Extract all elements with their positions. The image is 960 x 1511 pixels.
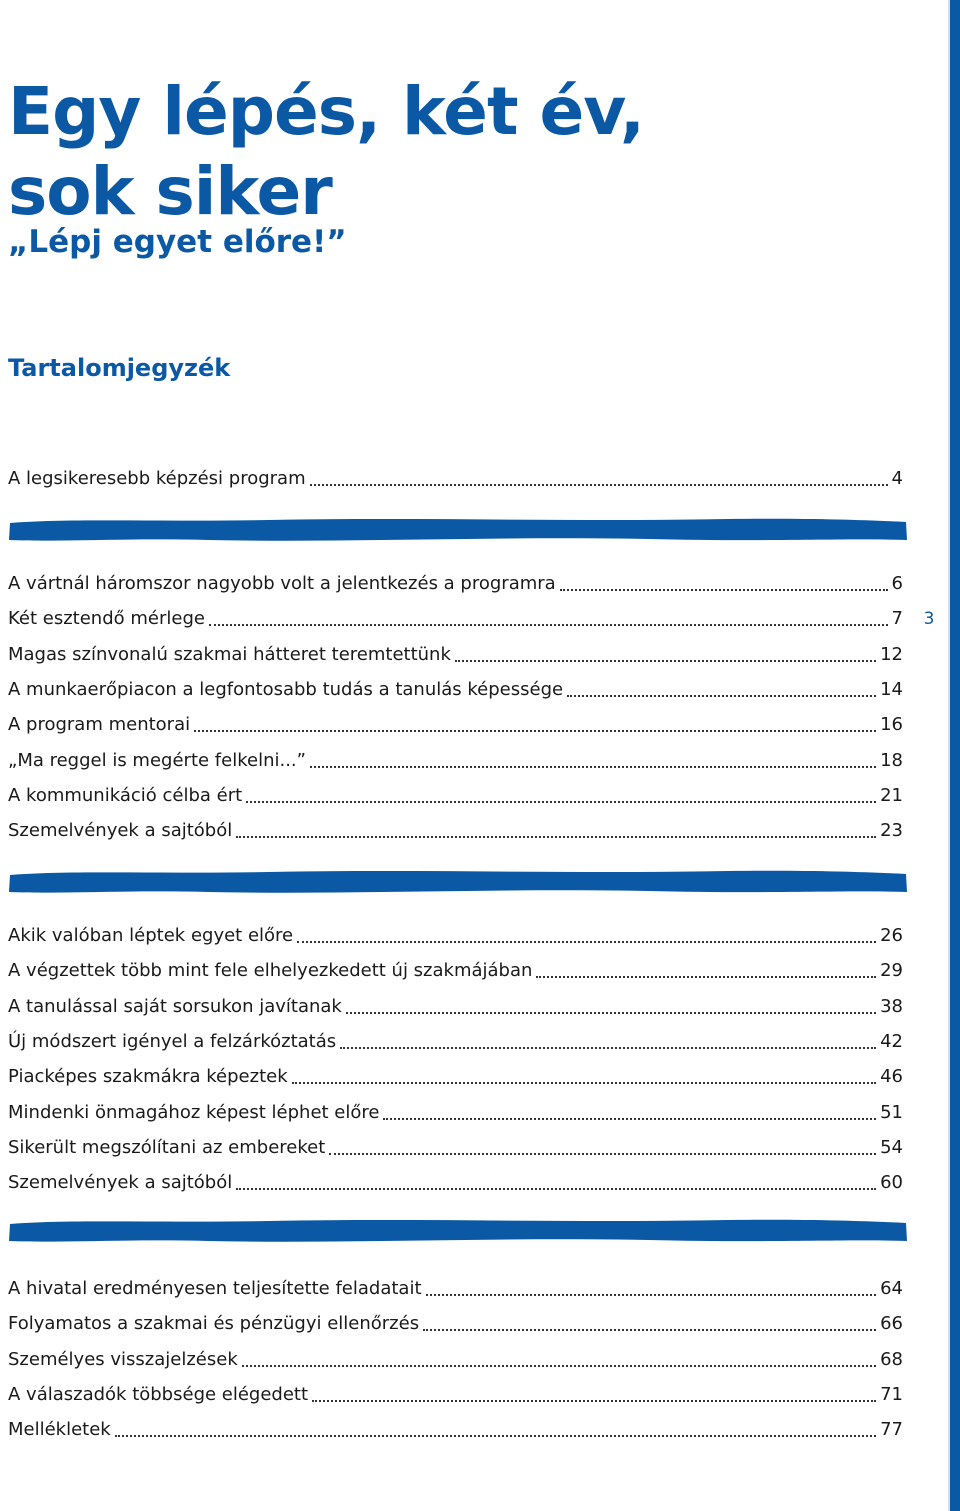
toc-entry[interactable] (8, 1099, 903, 1125)
toc-leader-dots (194, 712, 876, 732)
toc-entry[interactable] (8, 993, 903, 1019)
toc-leader-dots (209, 606, 888, 626)
toc-entry[interactable] (8, 922, 903, 948)
toc-entry-page: 77 (880, 1419, 903, 1440)
toc-leader-dots (383, 1100, 876, 1120)
toc-entry-title: Magas színvonalú szakmai hátteret teremtettünk (8, 644, 451, 665)
toc-entry[interactable] (8, 1275, 903, 1301)
toc-entry-page: 29 (880, 960, 903, 981)
toc-leader-dots (346, 994, 876, 1014)
toc-entry[interactable] (8, 1134, 903, 1160)
toc-leader-dots (455, 642, 876, 662)
toc-entry-title: A tanulással saját sorsukon javítanak (8, 996, 342, 1017)
toc-entry-page: 66 (880, 1313, 903, 1334)
toc-entry[interactable] (8, 747, 903, 773)
toc-leader-dots (310, 466, 888, 486)
toc-entry-page: 4 (891, 468, 903, 489)
document-title (8, 72, 644, 232)
toc-entry[interactable] (8, 1310, 903, 1336)
section-divider-brush (8, 1217, 908, 1247)
toc-leader-dots (560, 571, 888, 591)
toc-entry-title: Szemelvények a sajtóból (8, 820, 233, 841)
toc-entry-page: 60 (880, 1172, 903, 1193)
toc-entry-page: 26 (880, 925, 903, 946)
toc-entry-page: 23 (880, 820, 903, 841)
toc-entry-title: Sikerült megszólítani az embereket (8, 1137, 326, 1158)
toc-entry[interactable] (8, 782, 903, 808)
toc-entry-title: Piacképes szakmákra képeztek (8, 1066, 288, 1087)
toc-entry[interactable] (8, 1169, 903, 1195)
toc-entry-page: 71 (880, 1384, 903, 1405)
toc-leader-dots (292, 1064, 876, 1084)
toc-entry-page: 21 (880, 785, 903, 806)
page-number: 3 (923, 609, 935, 629)
side-bar (950, 0, 960, 1511)
toc-entry[interactable] (8, 676, 903, 702)
toc-leader-dots (242, 1347, 876, 1367)
toc-entry-page: 16 (880, 714, 903, 735)
document-subtitle: „Lépj egyet előre!” (8, 224, 347, 260)
toc-leader-dots (297, 923, 876, 943)
toc-entry-title: A vártnál háromszor nagyobb volt a jelentkezés a programra (8, 573, 556, 594)
toc-entry-page: 6 (891, 573, 903, 594)
toc-entry-page: 14 (880, 679, 903, 700)
toc-leader-dots (310, 748, 876, 768)
toc-entry-page: 18 (880, 750, 903, 771)
toc-entry-title: Szemelvények a sajtóból (8, 1172, 233, 1193)
toc-entry[interactable] (8, 1381, 903, 1407)
section-divider-brush (8, 868, 908, 898)
toc-entry[interactable] (8, 1416, 903, 1442)
toc-entry-title: Akik valóban léptek egyet előre (8, 925, 294, 946)
toc-entry-page: 12 (880, 644, 903, 665)
toc-leader-dots (423, 1311, 876, 1331)
toc-entry-title: „Ma reggel is megérte felkelni...” (8, 750, 306, 771)
toc-entry-title: Mellékletek (8, 1419, 111, 1440)
toc-entry[interactable] (8, 465, 903, 491)
toc-entry-title: Két esztendő mérlege (8, 608, 205, 629)
toc-entry[interactable] (8, 570, 903, 596)
toc-entry-title: A legsikeresebb képzési program (8, 468, 306, 489)
toc-entry-title: A kommunikáció célba ért (8, 785, 243, 806)
toc-leader-dots (426, 1276, 877, 1296)
toc-entry-title: Mindenki önmagához képest léphet előre (8, 1102, 380, 1123)
toc-entry-page: 42 (880, 1031, 903, 1052)
title-line: sok siker (8, 153, 332, 230)
toc-leader-dots (536, 958, 876, 978)
toc-entry[interactable] (8, 1028, 903, 1054)
toc-heading: Tartalomjegyzék (8, 354, 231, 382)
toc-entry-page: 54 (880, 1137, 903, 1158)
toc-leader-dots (236, 818, 876, 838)
toc-entry[interactable] (8, 1346, 903, 1372)
toc-leader-dots (236, 1170, 876, 1190)
toc-entry[interactable] (8, 957, 903, 983)
toc-entry-title: Új módszert igényel a felzárkóztatás (8, 1031, 337, 1052)
section-divider-brush (8, 516, 908, 546)
title-line: Egy lépés, két év, (8, 73, 644, 150)
toc-entry[interactable] (8, 711, 903, 737)
toc-entry-page: 7 (891, 608, 903, 629)
toc-entry-title: Személyes visszajelzések (8, 1349, 238, 1370)
toc-entry-page: 68 (880, 1349, 903, 1370)
toc-leader-dots (340, 1029, 876, 1049)
toc-entry-title: A hivatal eredményesen teljesítette feladatait (8, 1278, 422, 1299)
toc-entry-page: 51 (880, 1102, 903, 1123)
toc-entry-page: 38 (880, 996, 903, 1017)
toc-leader-dots (246, 783, 876, 803)
toc-entry-title: A munkaerőpiacon a legfontosabb tudás a tanulás képessége (8, 679, 564, 700)
toc-entry-title: A válaszadók többsége elégedett (8, 1384, 309, 1405)
toc-leader-dots (329, 1135, 876, 1155)
toc-entry[interactable] (8, 817, 903, 843)
toc-entry-title: Folyamatos a szakmai és pénzügyi ellenőrzés (8, 1313, 420, 1334)
toc-leader-dots (312, 1382, 876, 1402)
toc-entry-page: 64 (880, 1278, 903, 1299)
toc-entry[interactable] (8, 1063, 903, 1089)
toc-entry-page: 46 (880, 1066, 903, 1087)
toc-leader-dots (115, 1417, 876, 1437)
toc-entry-title: A végzettek több mint fele elhelyezkedett új szakmájában (8, 960, 533, 981)
toc-entry[interactable] (8, 641, 903, 667)
toc-entry-title: A program mentorai (8, 714, 191, 735)
toc-leader-dots (567, 677, 876, 697)
toc-entry[interactable] (8, 605, 903, 631)
